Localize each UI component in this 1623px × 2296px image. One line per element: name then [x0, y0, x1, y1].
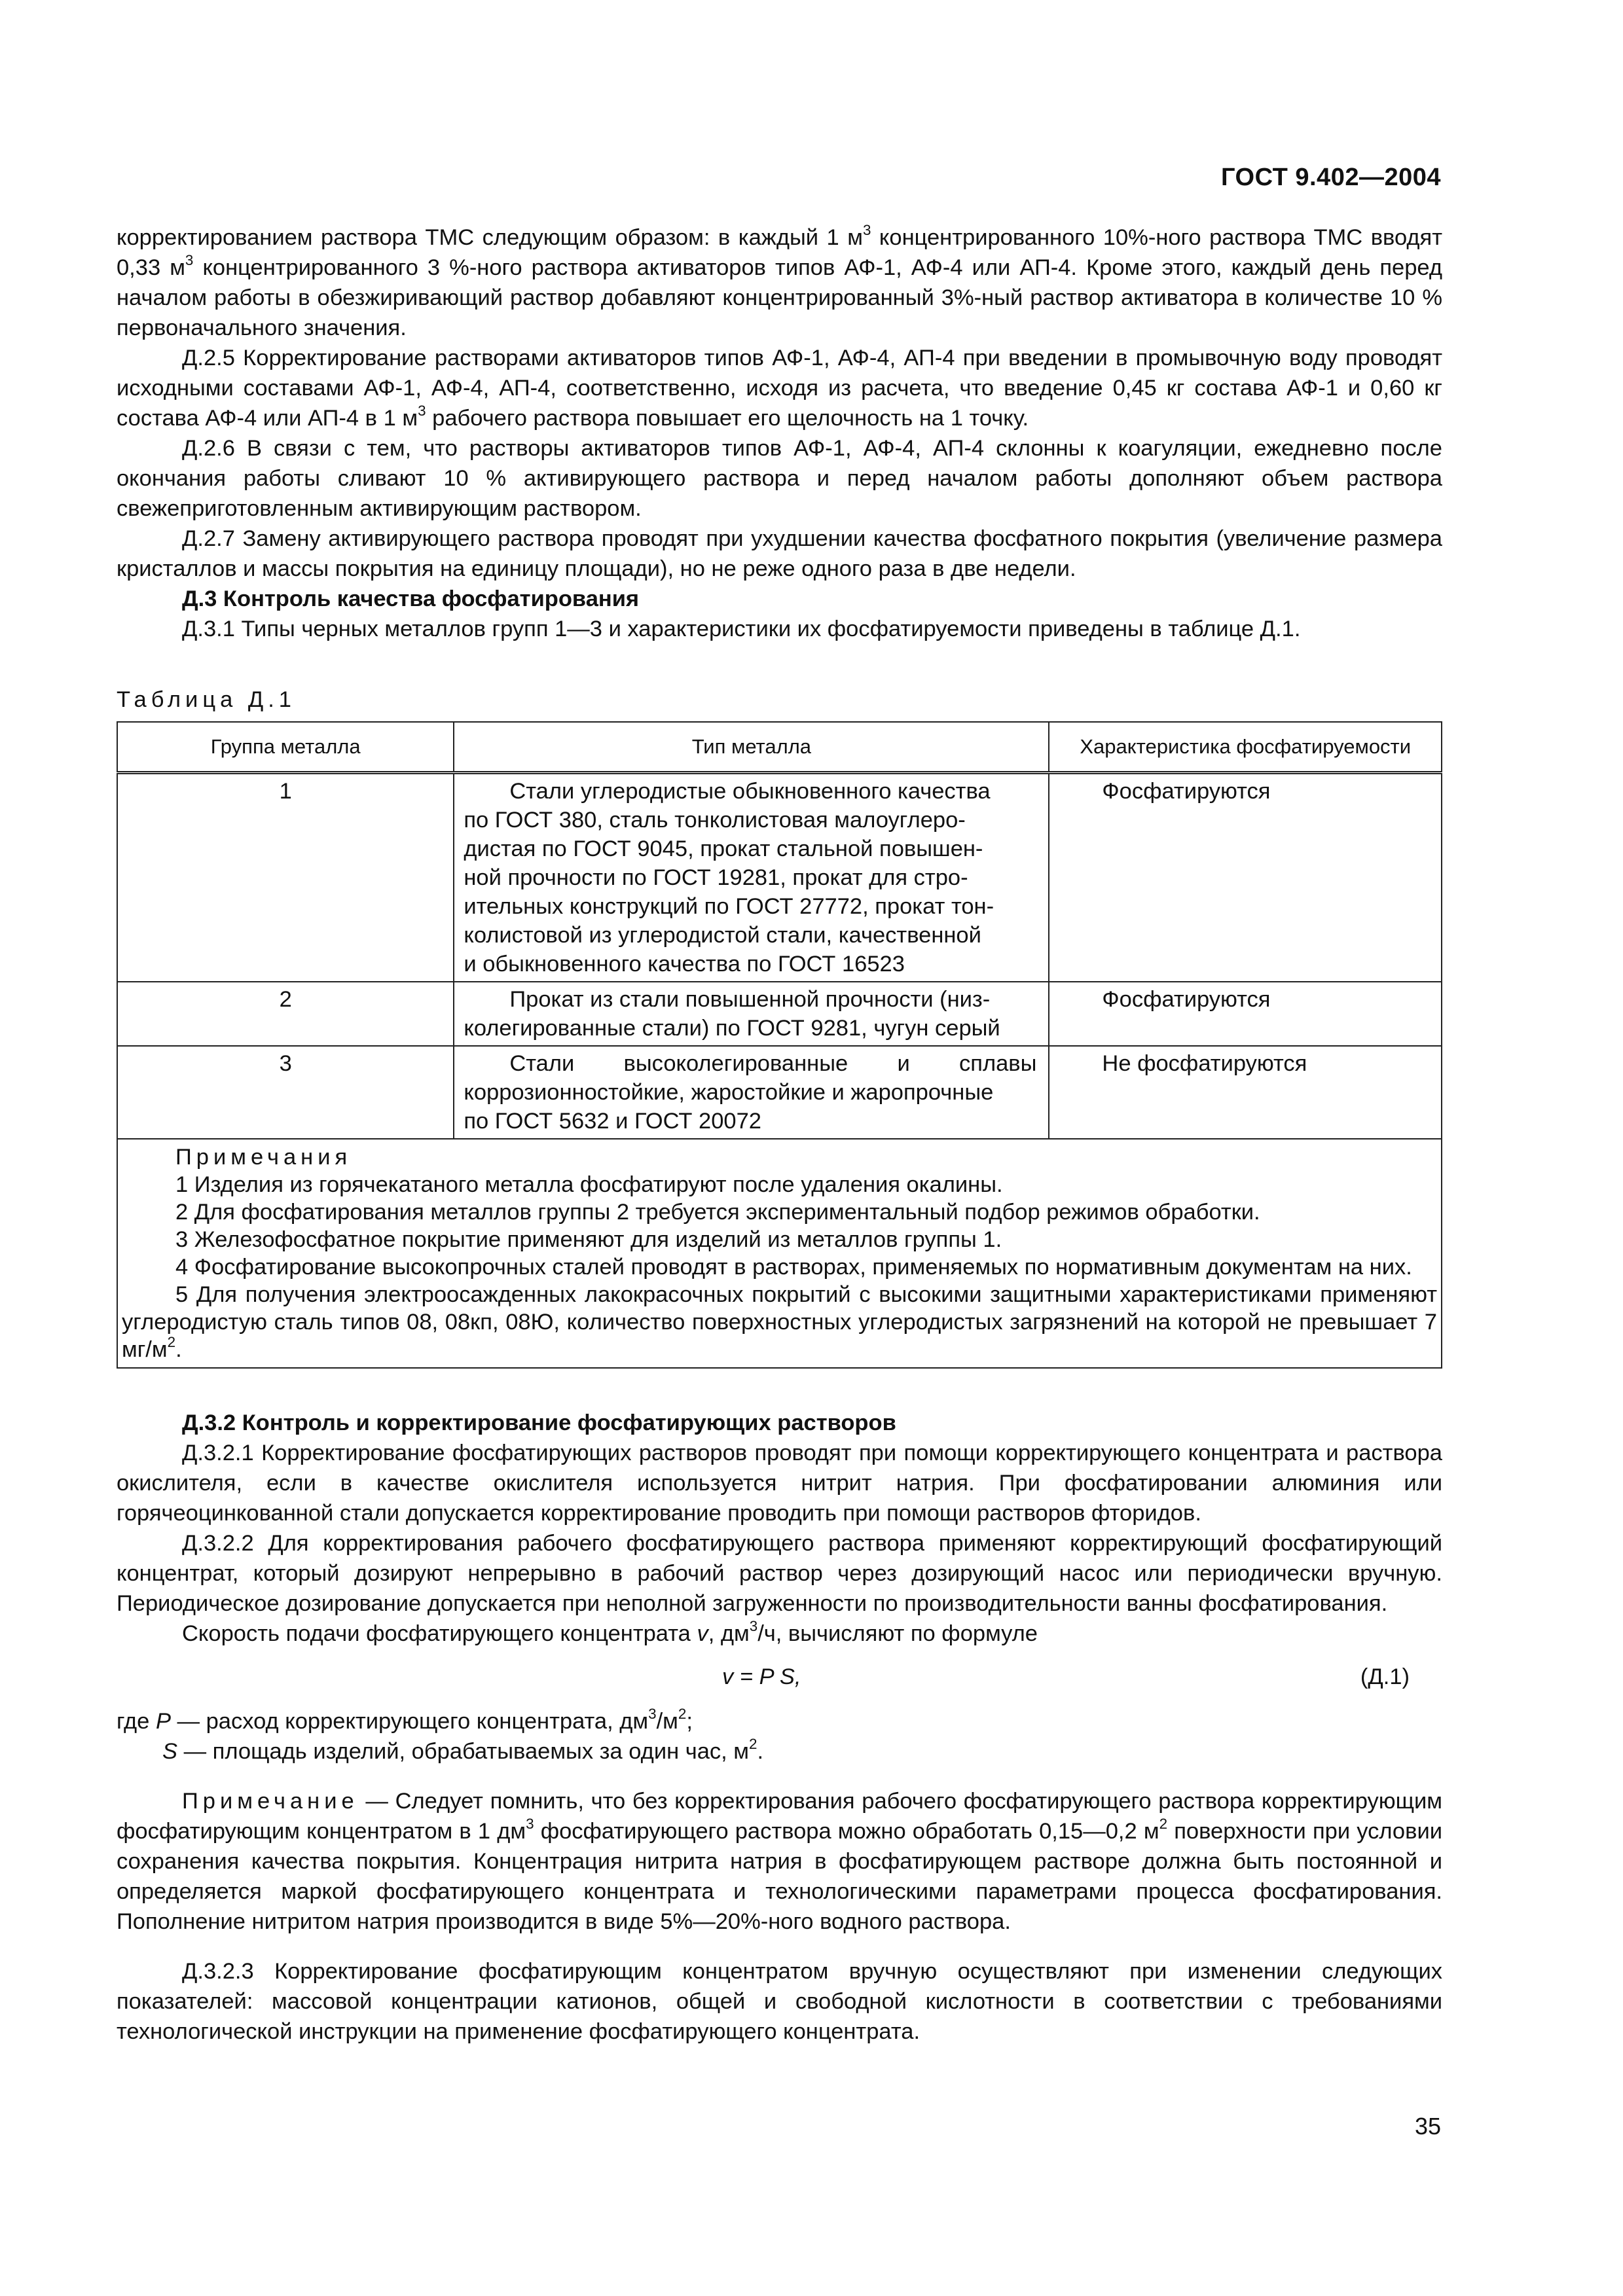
table-notes	[117, 1139, 1442, 1368]
text-fragment: — Следует помнить, что без корректирования рабочего фосфатирующего раствора корректирующим фосфатирующим концентратом в 1 дм	[117, 1789, 1442, 1844]
table-row	[117, 773, 1442, 982]
cell-line: колистовой из углеродистой стали, качественной	[464, 923, 981, 948]
superscript: 3	[418, 403, 426, 420]
paragraph-d26: Д.2.6 В связи с тем, что растворы активаторов типов АФ-1, АФ-4, АП-4 склонны к коагуляции, ежедневно после окончания работы сливают 10 % активирующего раствора и перед началом работы дополняют объем раствора свежеприготовленным активирующим раствором.	[117, 436, 1442, 521]
paragraph-d25	[117, 343, 1442, 433]
note-item: 3 Железофосфатное покрытие применяют для изделий из металлов группы 1.	[175, 1227, 1002, 1252]
cell-characteristic: Фосфатируются	[1049, 773, 1442, 982]
superscript: 3	[185, 252, 194, 269]
note-item: 4 Фосфатирование высокопрочных сталей проводят в растворах, применяемых по нормативным документам на них.	[175, 1255, 1412, 1280]
paragraph-d321: Д.3.2.1 Корректирование фосфатирующих растворов проводят при помощи корректирующего концентрата и раствора окислителя, если в качестве окислителя используется нитрит натрия. При фосфатировании алюминия или горячеоцинкованной стали допускается корректирование проводить при помощи растворов фторидов.	[117, 1441, 1442, 1526]
column-header-type: Тип металла	[454, 722, 1049, 773]
table-d1	[117, 721, 1442, 1369]
superscript: 2	[678, 1706, 687, 1723]
superscript: 3	[526, 1816, 534, 1833]
cell-line: ительных конструкций по ГОСТ 27772, прокат тон-	[464, 894, 994, 919]
cell-line: колегированные стали) по ГОСТ 9281, чугун серый	[464, 1016, 1000, 1041]
superscript: 3	[749, 1618, 758, 1635]
text-fragment: ;	[686, 1709, 693, 1734]
text-fragment: Д.2.5 Корректирование растворами активаторов типов АФ-1, АФ-4, АП-4 при введении в промывочную воду проводят исходными составами АФ-1, АФ-4, АП-4, соответственно, исходя из расчета, что введение 0,45 кг состава АФ-1 и 0,60 кг состава АФ-4 или АП-4 в 1 м	[117, 346, 1442, 431]
symbol-s: S	[162, 1739, 178, 1764]
formula-expression: v = P S,	[722, 1664, 801, 1689]
superscript: 2	[1159, 1816, 1168, 1833]
text-fragment: — расход корректирующего концентрата, дм	[170, 1709, 649, 1734]
formula-where-s	[117, 1736, 1442, 1767]
text-fragment: концентрированного 3 %-ного раствора активаторов типов АФ-1, АФ-4 или АП-4. Кроме этого, каждый день перед началом работы в обезжиривающий раствор добавляют концентрированный 3%-ный раствор активатора в количестве 10 % первоначального значения.	[117, 255, 1442, 340]
cell-characteristic: Не фосфатируются	[1049, 1046, 1442, 1139]
text-fragment: .	[757, 1739, 764, 1764]
cell-line: и обыкновенного качества по ГОСТ 16523	[464, 952, 905, 977]
text-fragment: фосфатирующего раствора можно обработать 0,15—0,2 м	[534, 1819, 1159, 1844]
cell-line: Стали углеродистые обыкновенного качества	[509, 779, 991, 804]
document-body	[117, 223, 1442, 2047]
text-fragment: поверхности при условии сохранения качества покрытия. Концентрация нитрита натрия в фосфатирующем растворе должна быть постоянной и определяется маркой фосфатирующего концентрата и технологическими параметрами процесса фосфатирования. Пополнение нитритом натрия производится в виде 5%—20%-ного водного раствора.	[117, 1819, 1442, 1934]
cell-group: 3	[117, 1046, 454, 1139]
note-item: 2 Для фосфатирования металлов группы 2 требуется экспериментальный подбор режимов обработки.	[175, 1200, 1260, 1225]
section-heading-d3: Д.3 Контроль качества фосфатирования	[182, 586, 640, 611]
section-heading-d32: Д.3.2 Контроль и корректирование фосфатирующих растворов	[182, 1410, 896, 1435]
cell-line: по ГОСТ 380, сталь тонколистовая малоуглеро-	[464, 808, 966, 833]
paragraph-d31: Д.3.1 Типы черных металлов групп 1—3 и характеристики их фосфатируемости приведены в таблице Д.1.	[182, 617, 1301, 641]
table-row	[117, 1046, 1442, 1139]
superscript: 2	[749, 1736, 757, 1753]
column-header-characteristic: Характеристика фосфатируемости	[1049, 722, 1442, 773]
cell-line: ной прочности по ГОСТ 19281, прокат для стро-	[464, 865, 968, 890]
cell-line: Прокат из стали повышенной прочности (низ-	[509, 987, 991, 1012]
paragraph-continuation	[117, 223, 1442, 343]
text-fragment: , дм	[708, 1621, 750, 1646]
paragraph-speed	[117, 1619, 1442, 1649]
text-fragment: где	[117, 1709, 156, 1734]
document-code-header: ГОСТ 9.402—2004	[1221, 164, 1441, 191]
notes-title: Примечания	[175, 1145, 352, 1170]
note-item: 1 Изделия из горячекатаного металла фосфатируют после удаления окалины.	[175, 1172, 1003, 1197]
paragraph-d27: Д.2.7 Замену активирующего раствора проводят при ухудшении качества фосфатного покрытия (увеличение размера кристаллов и массы покрытия на единицу площади), но не реже одного раза в две недели.	[117, 526, 1442, 581]
table-row	[117, 982, 1442, 1046]
cell-line: дистая по ГОСТ 9045, прокат стальной повышен-	[464, 836, 983, 861]
table-caption: Таблица Д.1	[117, 687, 296, 712]
cell-line: коррозионностойкие, жаростойкие и жаропрочные	[464, 1080, 994, 1105]
superscript: 2	[167, 1334, 176, 1351]
text-fragment: рабочего раствора повышает его щелочность на 1 точку.	[426, 406, 1029, 431]
formula-where-p	[117, 1706, 1442, 1736]
cell-metal-type	[454, 1046, 1049, 1139]
text-fragment: /м	[656, 1709, 678, 1734]
text-fragment: .	[175, 1337, 182, 1362]
note-item	[122, 1281, 1437, 1363]
text-fragment: — площадь изделий, обрабатываемых за один час, м	[177, 1739, 750, 1764]
superscript: 3	[648, 1706, 657, 1723]
table-notes-row	[117, 1139, 1442, 1368]
cell-group: 2	[117, 982, 454, 1046]
text-fragment: /ч, вычисляют по формуле	[757, 1621, 1038, 1646]
cell-line: по ГОСТ 5632 и ГОСТ 20072	[464, 1109, 761, 1134]
text-fragment: корректированием раствора ТМС следующим образом: в каждый 1 м	[117, 225, 863, 250]
cell-group: 1	[117, 773, 454, 982]
cell-characteristic: Фосфатируются	[1049, 982, 1442, 1046]
page-number: 35	[1414, 2113, 1441, 2140]
formula-d1	[117, 1658, 1442, 1697]
paragraph-d322: Д.3.2.2 Для корректирования рабочего фосфатирующего раствора применяют корректирующий фосфатирующий концентрат, который дозируют непрерывно в рабочий раствор через дозирующий насос или периодически вручную. Периодическое дозирование допускается при неполной загруженности по производительности ванны фосфатирования.	[117, 1531, 1442, 1616]
table-header-row	[117, 722, 1442, 773]
symbol-v: v	[697, 1621, 708, 1646]
symbol-p: P	[155, 1709, 171, 1734]
paragraph-d323: Д.3.2.3 Корректирование фосфатирующим концентратом вручную осуществляют при изменении следующих показателей: массовой концентрации катионов, общей и свободной кислотности в соответствии с требованиями технологической инструкции на применение фосфатирующего концентрата.	[117, 1959, 1442, 2044]
superscript: 3	[862, 222, 871, 239]
text-fragment: 5 Для получения электроосажденных лакокрасочных покрытий с высокими защитными характеристиками применяют углеродистую сталь типов 08, 08кп, 08Ю, количество поверхностных углеродистых загрязнений на которой не превышает 7 мг/м	[122, 1282, 1437, 1362]
text-fragment: концентрированного 10%-ного раствора ТМС вводят 0,33 м	[117, 225, 1443, 280]
formula-number: (Д.1)	[1360, 1664, 1410, 1689]
cell-metal-type	[454, 982, 1049, 1046]
note-label: Примечание	[182, 1789, 359, 1814]
column-header-group: Группа металла	[117, 722, 454, 773]
cell-line: Стали высоколегированные и сплавы	[509, 1051, 1037, 1076]
text-fragment: Скорость подачи фосфатирующего концентрата	[182, 1621, 697, 1646]
cell-metal-type	[454, 773, 1049, 982]
note-paragraph	[117, 1786, 1442, 1937]
